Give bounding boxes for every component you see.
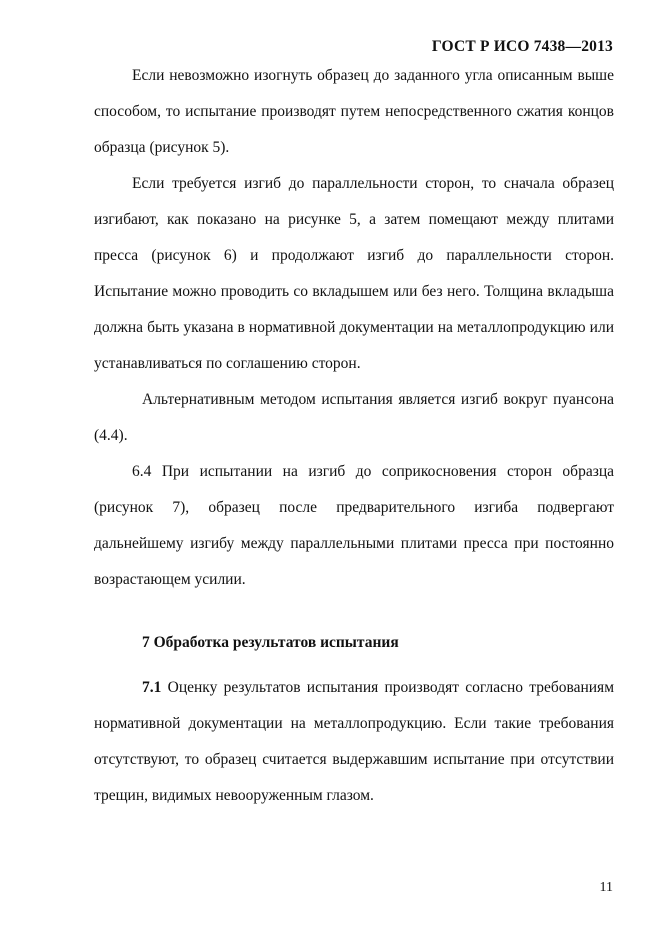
clause-number: 7.1 — [142, 679, 162, 696]
paragraph-2: Если требуется изгиб до параллельности сторон, то сначала образец изгибают, как показано на рисунке 5, а затем помещают между плитами пресса (рисунок 6) и продолжают изгиб до параллельности сторон. Испытание можно проводить со вкладышем или без него. Толщина вкладыша должна быть указана в нормативной документации на металлопродукцию или устанавливаться по соглашению сторон. — [94, 175, 614, 372]
paragraph-3: Альтернативным методом испытания является изгиб вокруг пуансона (4.4). — [94, 391, 614, 444]
paragraph-6-4: 6.4 При испытании на изгиб до соприкосновения сторон образца (рисунок 7), образец после предварительного изгиба подвергают дальнейшему изгибу между параллельными плитами пресса при постоянно возрастающем усилии. — [94, 463, 614, 588]
paragraph-1: Если невозможно изогнуть образец до заданного угла описанным выше способом, то испытание производят путем непосредственного сжатия концов образца (рисунок 5). — [94, 67, 614, 156]
document-header: ГОСТ Р ИСО 7438—2013 — [431, 38, 613, 55]
page-number: 11 — [599, 880, 613, 895]
section-7-heading: 7 Обработка результатов испытания — [142, 634, 399, 651]
paragraph-7-1 — [94, 670, 614, 814]
clause-text: Оценку результатов испытания производят согласно требованиям нормативной документации на металлопродукцию. Если такие требования отсутствуют, то образец считается выдержавшим испытание при отсутствии трещин, видимых невооруженным глазом. — [94, 679, 614, 804]
